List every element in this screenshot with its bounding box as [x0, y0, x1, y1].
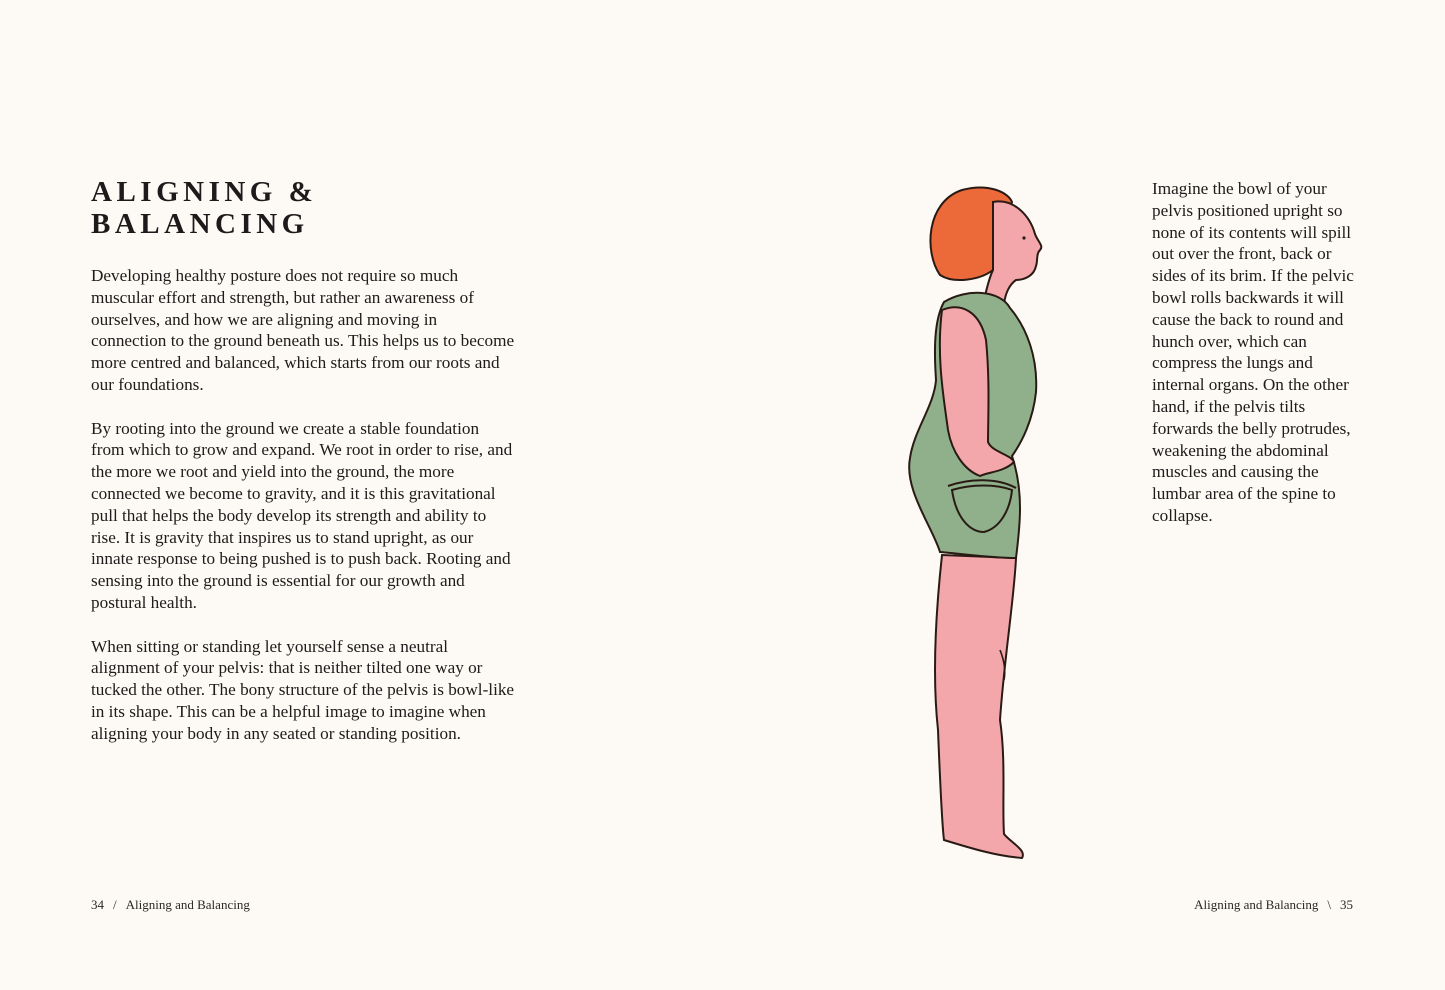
side-text: Imagine the bowl of your pelvis positioned upright so none of its contents will spill out over the front, back or sides of its brim. If the pelvic bowl rolls backwards it will cause the back to round and hunch over, which can compress the lungs and internal organs. On the other hand, if the pelvis tilts forwards the belly protrudes, weakening the abdominal muscles and causing the lumbar area of the spine to collapse.: [1152, 179, 1354, 525]
folio-separator-left: /: [113, 897, 117, 912]
right-page: [722, 0, 1444, 990]
left-page: [0, 0, 722, 990]
right-folio: [1194, 897, 1353, 913]
folio-separator-right: \: [1327, 897, 1331, 912]
paragraph-2: By rooting into the ground we create a stable foundation from which to grow and expand. We root in order to rise, and the more we root and yield into the ground, the more connected we become to gravity, and it is this gravitational pull that helps the body develop its strength and ability to rise. It is gravity that inspires us to stand upright, as our innate response to being pushed is to push back. Rooting and sensing into the ground is essential for our growth and postural health.: [91, 418, 513, 612]
left-folio: [91, 897, 250, 913]
page-number-right: 35: [1340, 897, 1353, 912]
title-line-2: BALANCING: [91, 208, 309, 240]
title-line-1: ALIGNING &: [91, 176, 318, 208]
body-text: [91, 265, 516, 766]
page-title: [91, 176, 317, 240]
running-head-right: Aligning and Balancing: [1194, 897, 1319, 912]
running-head-left: Aligning and Balancing: [125, 897, 250, 912]
posture-illustration: [892, 180, 1092, 874]
eye-dot: [1022, 236, 1025, 239]
standing-figure-icon: [892, 180, 1092, 870]
paragraph-1: Developing healthy posture does not require so much muscular effort and strength, but rather an awareness of ourselves, and how we are aligning and moving in connection to the ground beneath us. This helps us to become more centred and balanced, which starts from our roots and our foundations.: [91, 266, 515, 394]
paragraph-3: When sitting or standing let yourself sense a neutral alignment of your pelvis: that is neither tilted one way or tucked the other. The bony structure of the pelvis is bowl-like in its shape. This can be a helpful image to imagine when aligning your body in any seated or standing position.: [91, 636, 515, 743]
legs-shape: [935, 555, 1023, 858]
page-number-left: 34: [91, 897, 104, 912]
